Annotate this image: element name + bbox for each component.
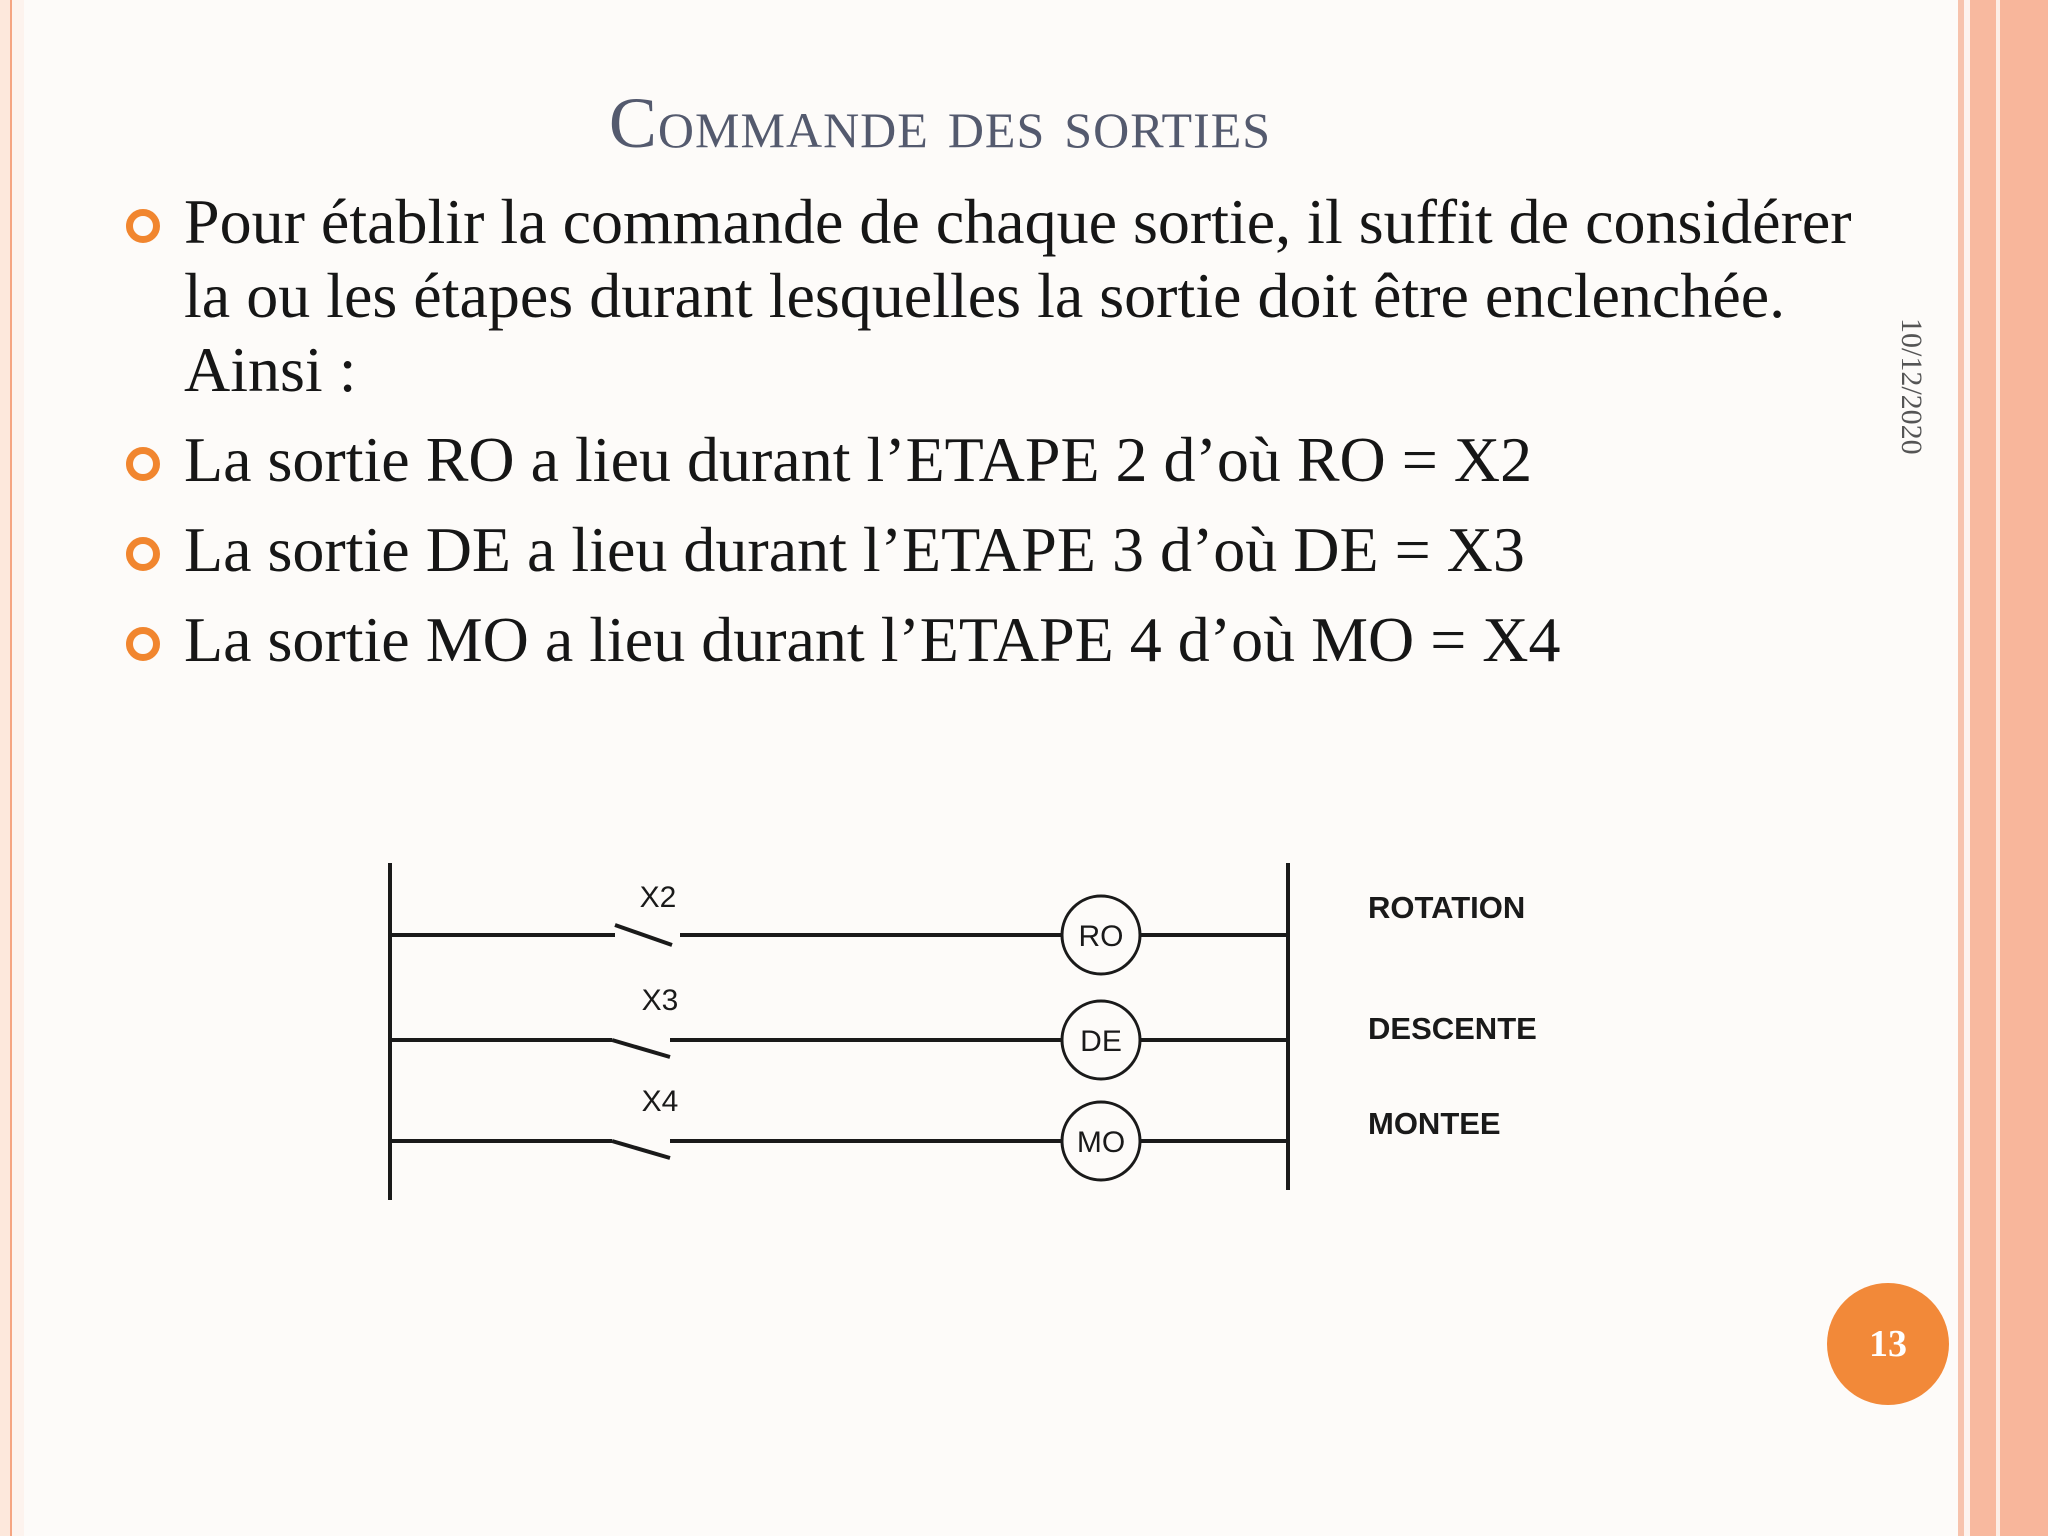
rung-montee <box>390 1085 1501 1180</box>
contact-x3-label: X3 <box>641 984 679 1017</box>
coil-de-label: DE <box>1080 1025 1122 1058</box>
contact-x4-symbol <box>612 1141 670 1158</box>
contact-x2-symbol <box>615 925 672 945</box>
right-border-decoration <box>1958 0 2048 1536</box>
contact-x4-label: X4 <box>641 1085 679 1118</box>
coil-mo-label: MO <box>1076 1126 1126 1159</box>
output-rotation-label: ROTATION <box>1368 890 1526 925</box>
bullet-text: La sortie MO a lieu durant l’ETAPE 4 d’où MO = X4 <box>184 604 1561 675</box>
bullet-text: La sortie DE a lieu durant l’ETAPE 3 d’où DE = X3 <box>184 514 1525 585</box>
rung-rotation <box>390 881 1525 974</box>
bullet-item <box>0 603 1920 677</box>
coil-ro-label: RO <box>1078 920 1124 953</box>
contact-x3-symbol <box>612 1040 670 1057</box>
output-descente-label: DESCENTE <box>1368 1011 1537 1046</box>
ladder-diagram <box>380 855 1580 1215</box>
contact-x2-label: X2 <box>639 881 677 914</box>
output-montee-label: MONTEE <box>1368 1106 1501 1141</box>
bullet-text: Pour établir la commande de chaque sortie, il suffit de considérer la ou les étapes durant lesquelles la sortie doit être enclenchée. Ainsi : <box>184 186 1852 405</box>
bullet-item <box>0 513 1920 587</box>
slide-title: Commande des sorties <box>608 83 1272 163</box>
bullet-text: La sortie RO a lieu durant l’ETAPE 2 d’où RO = X2 <box>184 424 1533 495</box>
circle-bullet-icon <box>126 447 160 481</box>
bullet-item <box>0 423 1920 497</box>
slide-date: 10/12/2020 <box>1895 318 1928 455</box>
bullet-item <box>0 185 1920 407</box>
bullet-list <box>0 185 1920 677</box>
circle-bullet-icon <box>126 209 160 243</box>
circle-bullet-icon <box>126 537 160 571</box>
page-number-badge: 13 <box>1827 1283 1949 1405</box>
rung-descente <box>390 984 1537 1079</box>
circle-bullet-icon <box>126 627 160 661</box>
